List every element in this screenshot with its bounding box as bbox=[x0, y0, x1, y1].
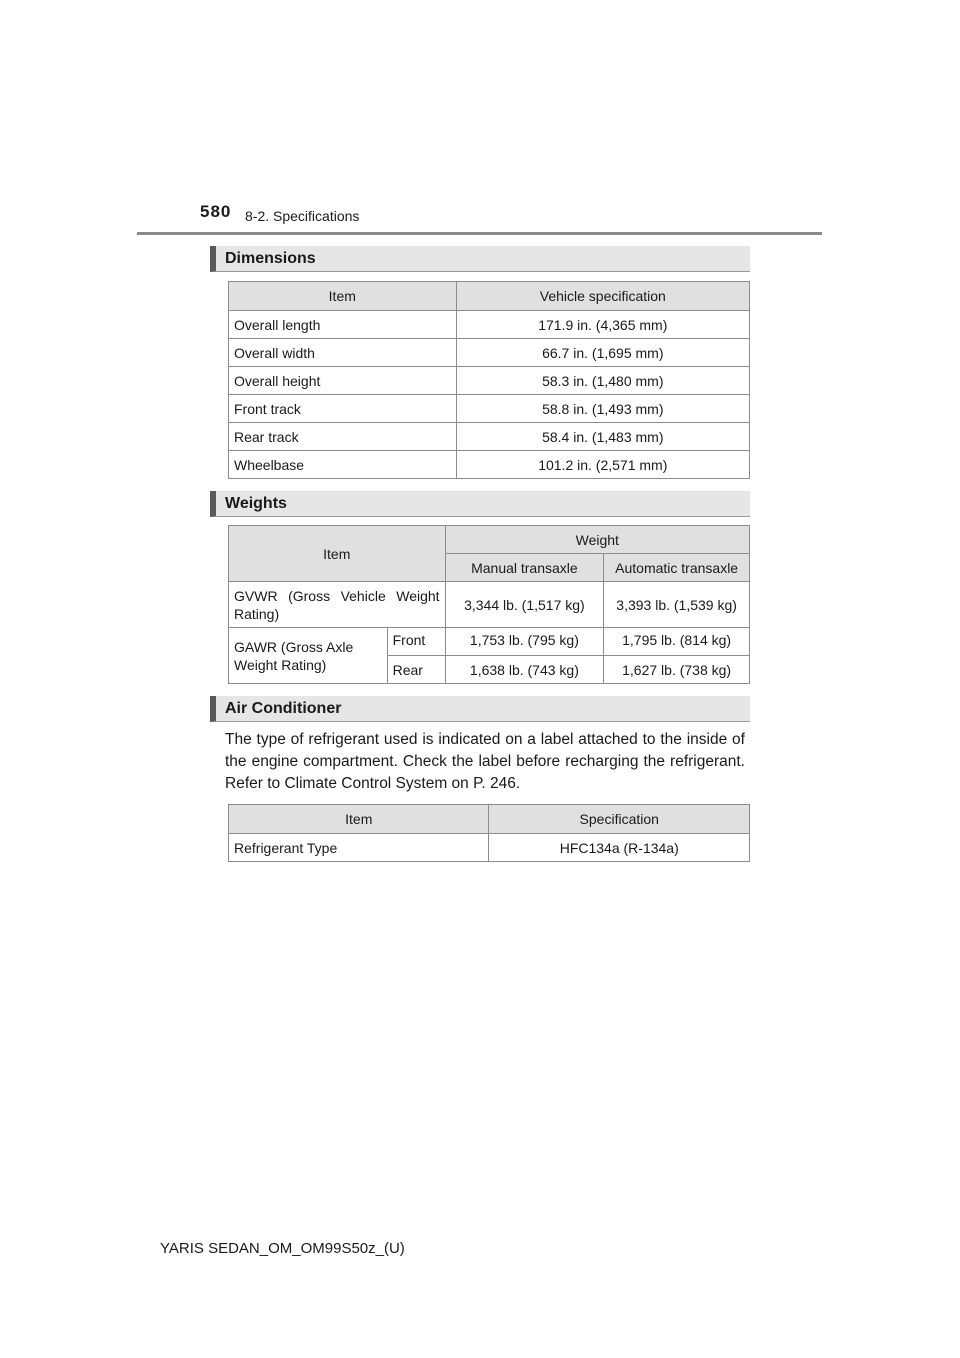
table-row bbox=[229, 834, 750, 862]
item-cell: Overall width bbox=[229, 339, 457, 367]
column-header: Item bbox=[229, 282, 457, 311]
value-cell: 171.9 in. (4,365 mm) bbox=[456, 311, 749, 339]
table-header-row bbox=[229, 526, 750, 554]
table-row bbox=[229, 628, 750, 656]
table-header-row bbox=[229, 805, 750, 834]
item-cell: GVWR (Gross Vehicle Weight Rating) bbox=[229, 582, 446, 628]
page-number: 580 bbox=[200, 202, 232, 221]
column-header: Weight bbox=[445, 526, 749, 554]
dimensions-table bbox=[228, 281, 750, 479]
table-row bbox=[229, 367, 750, 395]
value-cell: 101.2 in. (2,571 mm) bbox=[456, 451, 749, 479]
refrigerant-paragraph: The type of refrigerant used is indicated on a label attached to the inside of the engine compartment. Check the label before recharging the refrigerant. Refer to Climate Control System on P. 246. bbox=[225, 731, 745, 792]
value-cell: HFC134a (R-134a) bbox=[489, 834, 750, 862]
table-row bbox=[229, 451, 750, 479]
item-cell: Rear track bbox=[229, 423, 457, 451]
value-cell: 3,344 lb. (1,517 kg) bbox=[445, 582, 604, 628]
air-conditioner-heading: Air Conditioner bbox=[210, 696, 750, 722]
column-header: Item bbox=[229, 805, 489, 834]
value-cell: 58.4 in. (1,483 mm) bbox=[456, 423, 749, 451]
axle-label: Rear bbox=[387, 656, 445, 684]
item-cell: Overall height bbox=[229, 367, 457, 395]
section-reference: 8-2. Specifications bbox=[245, 208, 360, 224]
table-row bbox=[229, 311, 750, 339]
value-cell: 1,627 lb. (738 kg) bbox=[604, 656, 750, 684]
weights-heading: Weights bbox=[210, 491, 750, 517]
value-cell: 58.8 in. (1,493 mm) bbox=[456, 395, 749, 423]
item-cell: Front track bbox=[229, 395, 457, 423]
axle-label: Front bbox=[387, 628, 445, 656]
column-header: Automatic transaxle bbox=[604, 554, 750, 582]
value-cell: 3,393 lb. (1,539 kg) bbox=[604, 582, 750, 628]
item-cell: Refrigerant Type bbox=[229, 834, 489, 862]
header-rule bbox=[137, 232, 822, 235]
column-header: Manual transaxle bbox=[445, 554, 604, 582]
table-row bbox=[229, 395, 750, 423]
table-row bbox=[229, 339, 750, 367]
weights-table bbox=[228, 525, 750, 684]
item-cell: Overall length bbox=[229, 311, 457, 339]
dimensions-heading: Dimensions bbox=[210, 246, 750, 272]
air-conditioner-table bbox=[228, 804, 750, 862]
value-cell: 58.3 in. (1,480 mm) bbox=[456, 367, 749, 395]
table-row bbox=[229, 423, 750, 451]
value-cell: 1,753 lb. (795 kg) bbox=[445, 628, 604, 656]
column-header: Item bbox=[229, 526, 446, 582]
value-cell: 1,638 lb. (743 kg) bbox=[445, 656, 604, 684]
value-cell: 66.7 in. (1,695 mm) bbox=[456, 339, 749, 367]
table-row bbox=[229, 582, 750, 628]
column-header: Specification bbox=[489, 805, 750, 834]
item-cell: Wheelbase bbox=[229, 451, 457, 479]
column-header: Vehicle specification bbox=[456, 282, 749, 311]
item-cell: GAWR (Gross Axle Weight Rating) bbox=[229, 628, 388, 684]
table-header-row bbox=[229, 282, 750, 311]
value-cell: 1,795 lb. (814 kg) bbox=[604, 628, 750, 656]
document-id: YARIS SEDAN_OM_OM99S50z_(U) bbox=[160, 1240, 405, 1257]
